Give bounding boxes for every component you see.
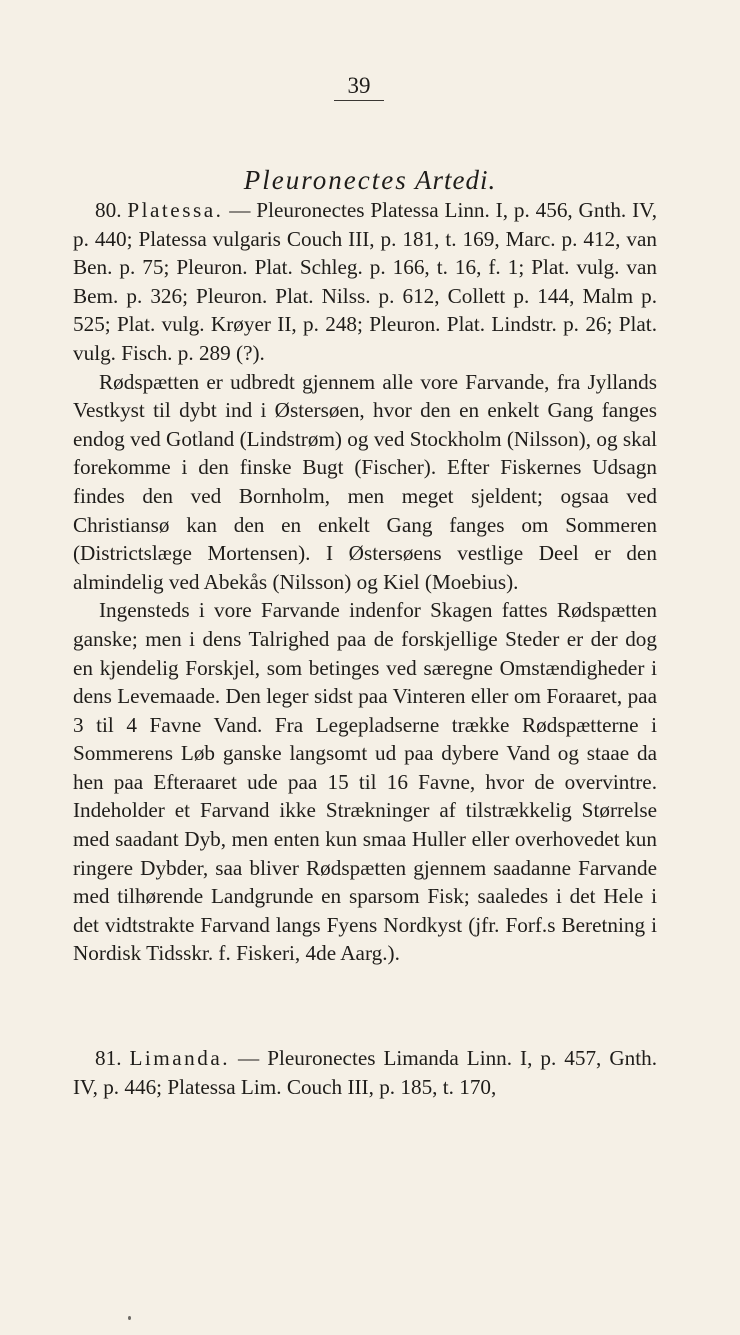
- species-entry-80: [73, 196, 657, 968]
- heading-author: Artedi.: [414, 165, 497, 195]
- species-entry-81: [73, 1044, 657, 1101]
- entry-80-citation: [73, 196, 657, 368]
- section-heading: [0, 164, 740, 196]
- entry-80-name: Platessa.: [127, 198, 224, 222]
- entry-81-citation-text: — Pleuronectes Limanda Linn. I, p. 457, Gnth. IV, p. 446; Platessa Lim. Couch III, p. 185, t. 170,: [73, 1046, 657, 1099]
- entry-80-paragraph-distribution: Rødspætten er udbredt gjennem alle vore Farvande, fra Jyllands Vestkyst til dybt ind i Østersøen, hvor den en enkelt Gang fanges endog ved Gotland (Lindstrøm) og ved Stockholm (Nilsson), og skal forekomme i den finske Bugt (Fischer). Efter Fiskernes Udsagn findes den ved Bornholm, men meget sjeldent; ogsaa ved Christiansø kan den en enkelt Gang fanges om Sommeren (Districtslæge Mortensen). I Østersøens vestlige Deel er den almindelig ved Abekås (Nilsson) og Kiel (Moebius).: [73, 369, 657, 594]
- entry-81-citation: [73, 1044, 657, 1101]
- entry-80-citation-text: — Pleuronectes Platessa Linn. I, p. 456, Gnth. IV, p. 440; Platessa vulgaris Couch III, p. 181, t. 169, Marc. p. 412, van Ben. p. 75; Pleuron. Plat. Schleg. p. 166, t. 16, f. 1; Plat. vulg. van Bem. p. 326; Pleuron. Plat. Nilss. p. 612, Collett p. 144, Malm p. 525; Plat. vulg. Krøyer II, p. 248; Pleuron. Plat. Lindstr. p. 26; Plat. vulg. Fisch. p. 289 (?).: [73, 198, 657, 365]
- page-number: 39: [334, 72, 384, 101]
- heading-genus: Pleuronectes: [243, 165, 408, 195]
- entry-81-name: Limanda.: [129, 1046, 231, 1070]
- entry-80-number: 80.: [95, 198, 122, 222]
- entry-80-paragraph-habits: Ingensteds i vore Farvande indenfor Skagen fattes Rødspætten ganske; men i dens Talrighed paa de forskjellige Steder er der dog en kjendelig Forskjel, som betinges ved særegne Omstændigheder i dens Levemaade. Den leger sidst paa Vinteren eller om Foraaret, paa 3 til 4 Favne Vand. Fra Legepladserne trække Rødspætterne i Sommerens Løb ganske langsomt ud paa dybere Vand og staae da hen paa Efteraaret ude paa 15 til 16 Favne, hvor de overvintre. Indeholder et Farvand ikke Strækninger af tilstrækkelig Størrelse med saadant Dyb, men enten kun smaa Huller eller overhovedet kun ringere Dybder, saa bliver Rødspætten gjennem saadanne Farvande med tilhørende Landgrunde en sparsom Fisk; saaledes i det Hele i det vidtstrakte Farvand langs Fyens Nordkyst (jfr. Forf.s Beretning i Nordisk Tidsskr. f. Fiskeri, 4de Aarg.).: [73, 598, 657, 966]
- paper-speck: [128, 1316, 131, 1320]
- entry-81-number: 81.: [95, 1046, 122, 1070]
